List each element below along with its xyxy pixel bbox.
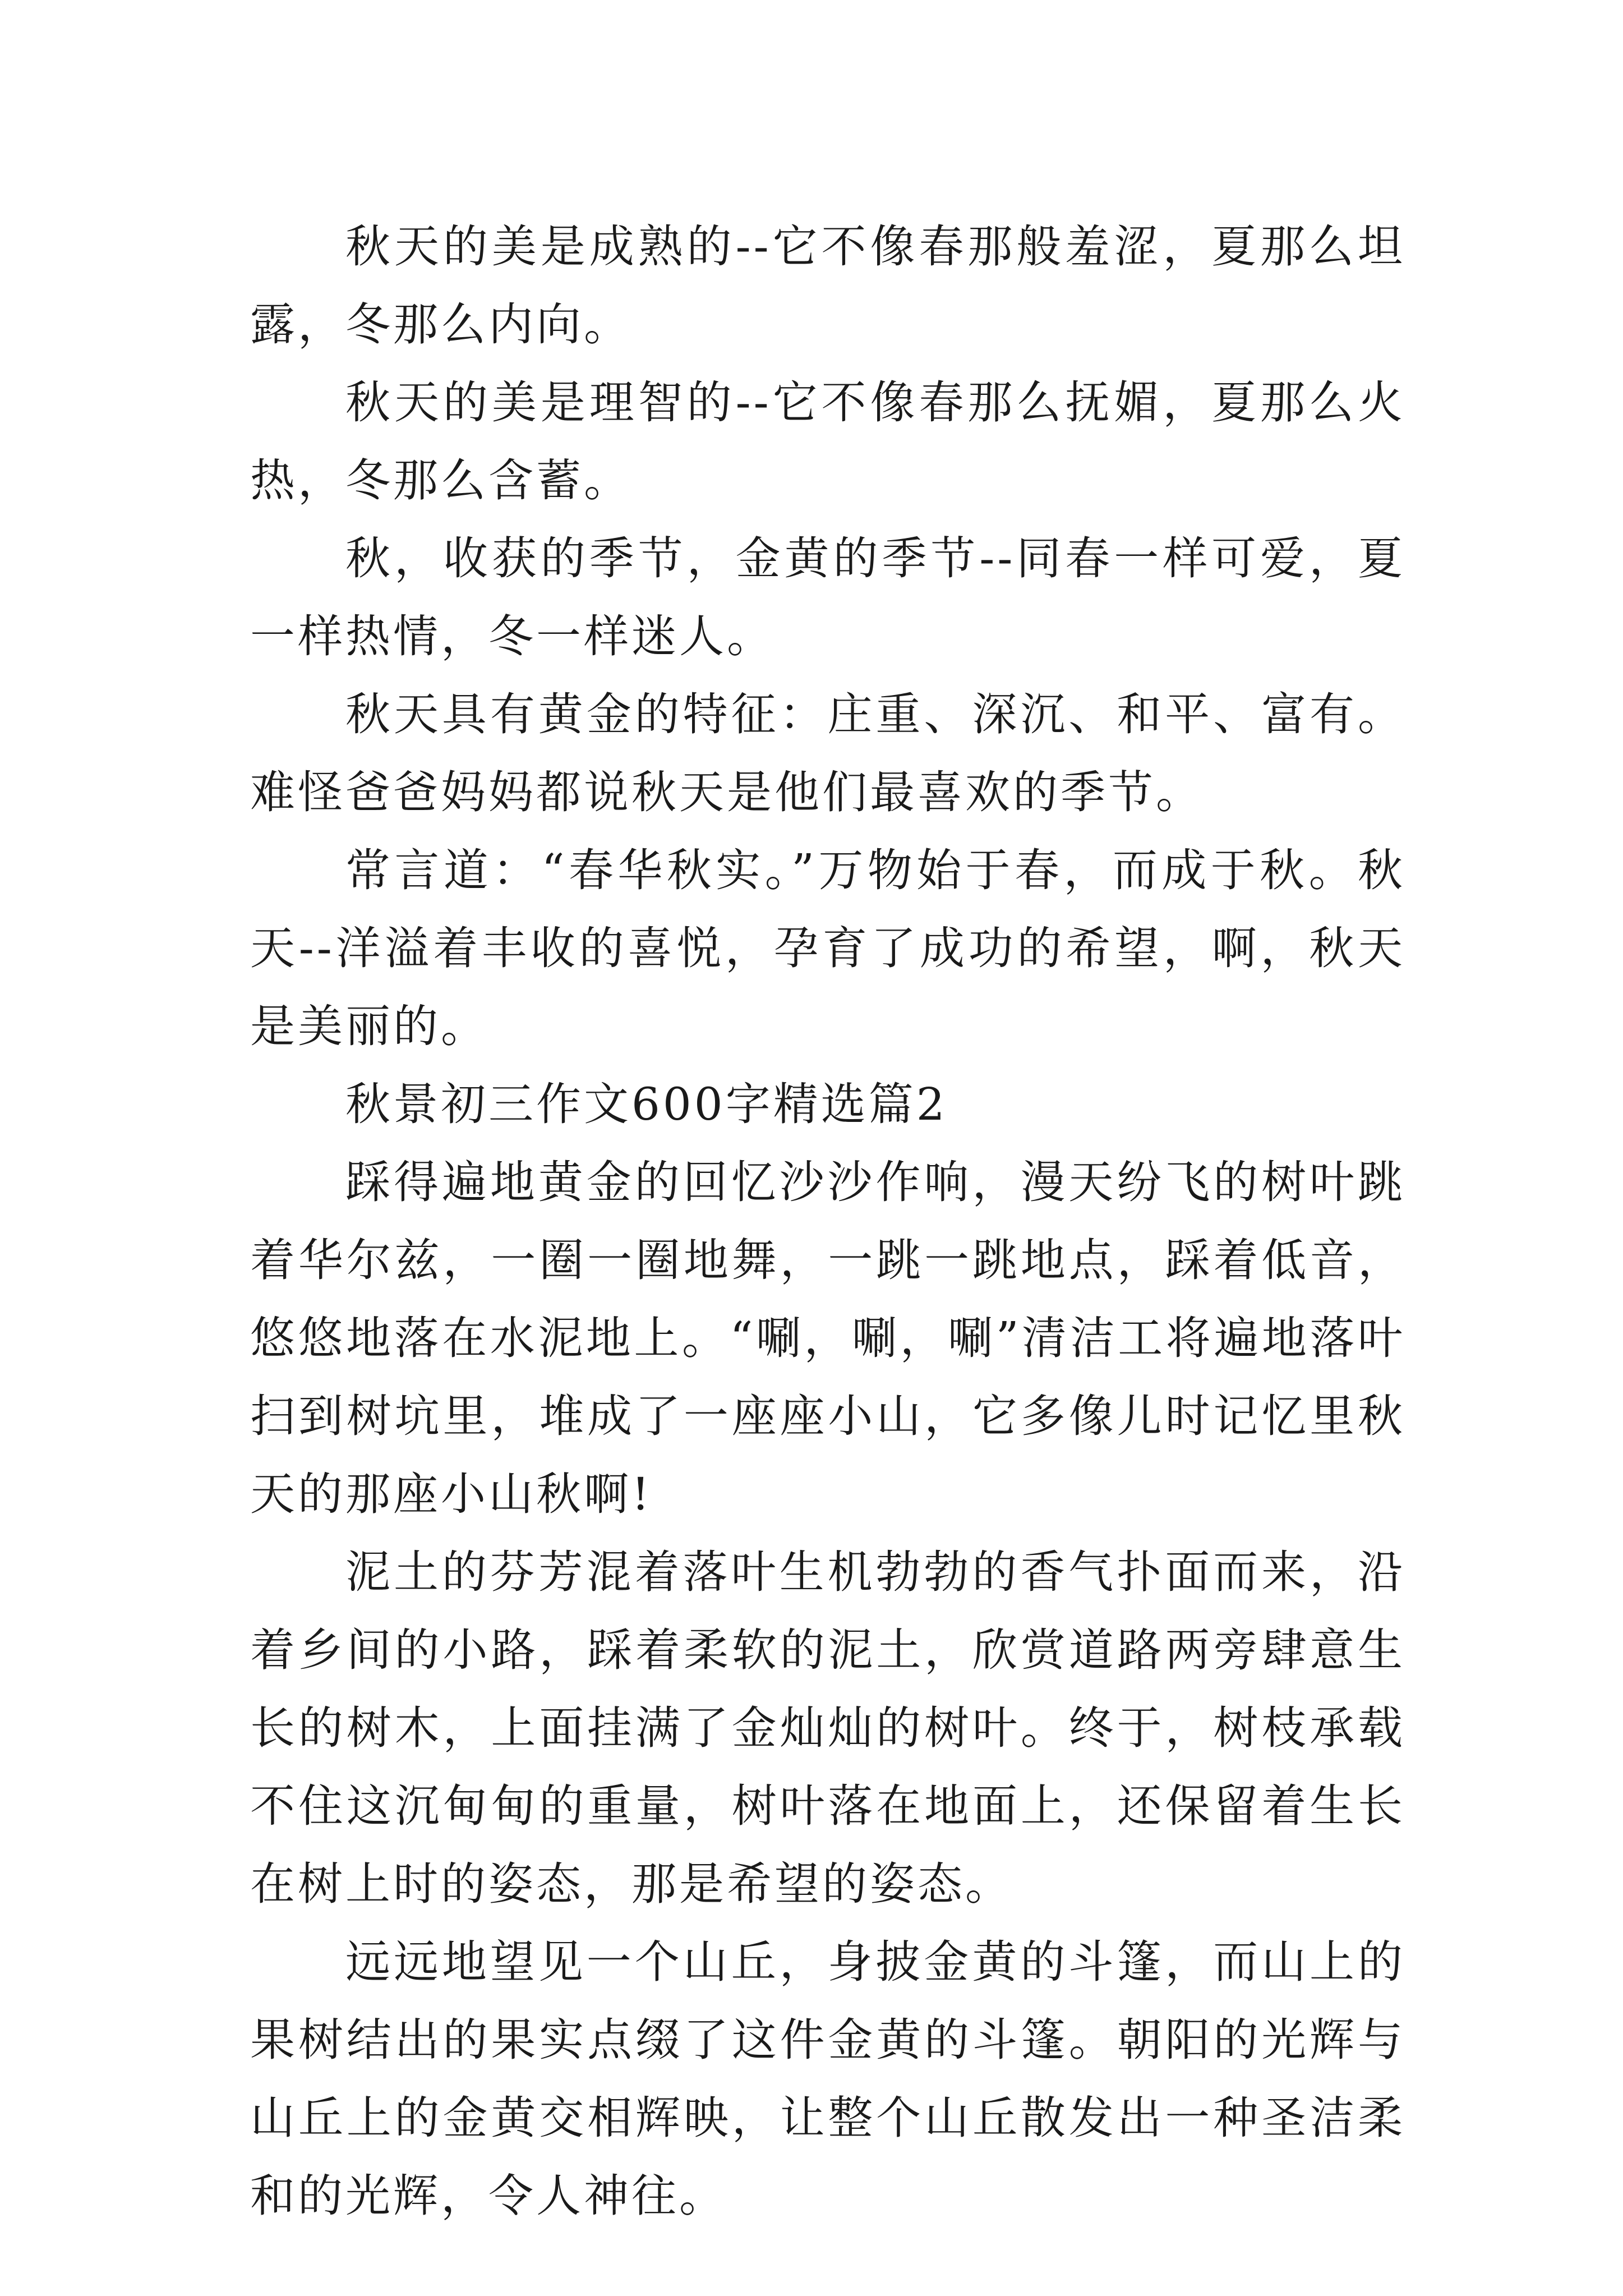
section-paragraph-1: 踩得遍地黄金的回忆沙沙作响，漫天纷飞的树叶跳着华尔兹，一圈一圈地舞，一跳一跳地点，踩着低音，悠悠地落在水泥地上。“唰，唰，唰”清洁工将遍地落叶扫到树坑里，堆成了一座座小山，它多像儿时记忆里秋天的那座小山秋啊! <box>250 1156 1405 1520</box>
document-body <box>250 208 1405 2235</box>
section-paragraph-3: 远远地望见一个山丘，身披金黄的斗篷，而山上的果树结出的果实点缀了这件金黄的斗篷。朝阳的光辉与山丘上的金黄交相辉映，让整个山丘散发出一种圣洁柔和的光辉，令人神往。 <box>250 1936 1405 2222</box>
paragraph-4: 秋天具有黄金的特征：庄重、深沉、和平、富有。难怪爸爸妈妈都说秋天是他们最喜欢的季节。 <box>250 688 1405 818</box>
paragraph-5: 常言道：“春华秋实。”万物始于春，而成于秋。秋天--洋溢着丰收的喜悦，孕育了成功的希望，啊，秋天是美丽的。 <box>250 844 1405 1052</box>
paragraph-2: 秋天的美是理智的--它不像春那么抚媚，夏那么火热，冬那么含蓄。 <box>250 376 1405 507</box>
section-paragraph-2: 泥土的芬芳混着落叶生机勃勃的香气扑面而来，沿着乡间的小路，踩着柔软的泥土，欣赏道路两旁肆意生长的树木，上面挂满了金灿灿的树叶。终于，树枝承载不住这沉甸甸的重量，树叶落在地面上，还保留着生长在树上时的姿态，那是希望的姿态。 <box>250 1546 1405 1910</box>
section-heading: 秋景初三作文600字精选篇2 <box>345 1078 948 1130</box>
paragraph-3: 秋，收获的季节，金黄的季节--同春一样可爱，夏一样热情，冬一样迷人。 <box>250 532 1405 662</box>
paragraph-1: 秋天的美是成熟的--它不像春那般羞涩，夏那么坦露，冬那么内向。 <box>250 220 1405 351</box>
